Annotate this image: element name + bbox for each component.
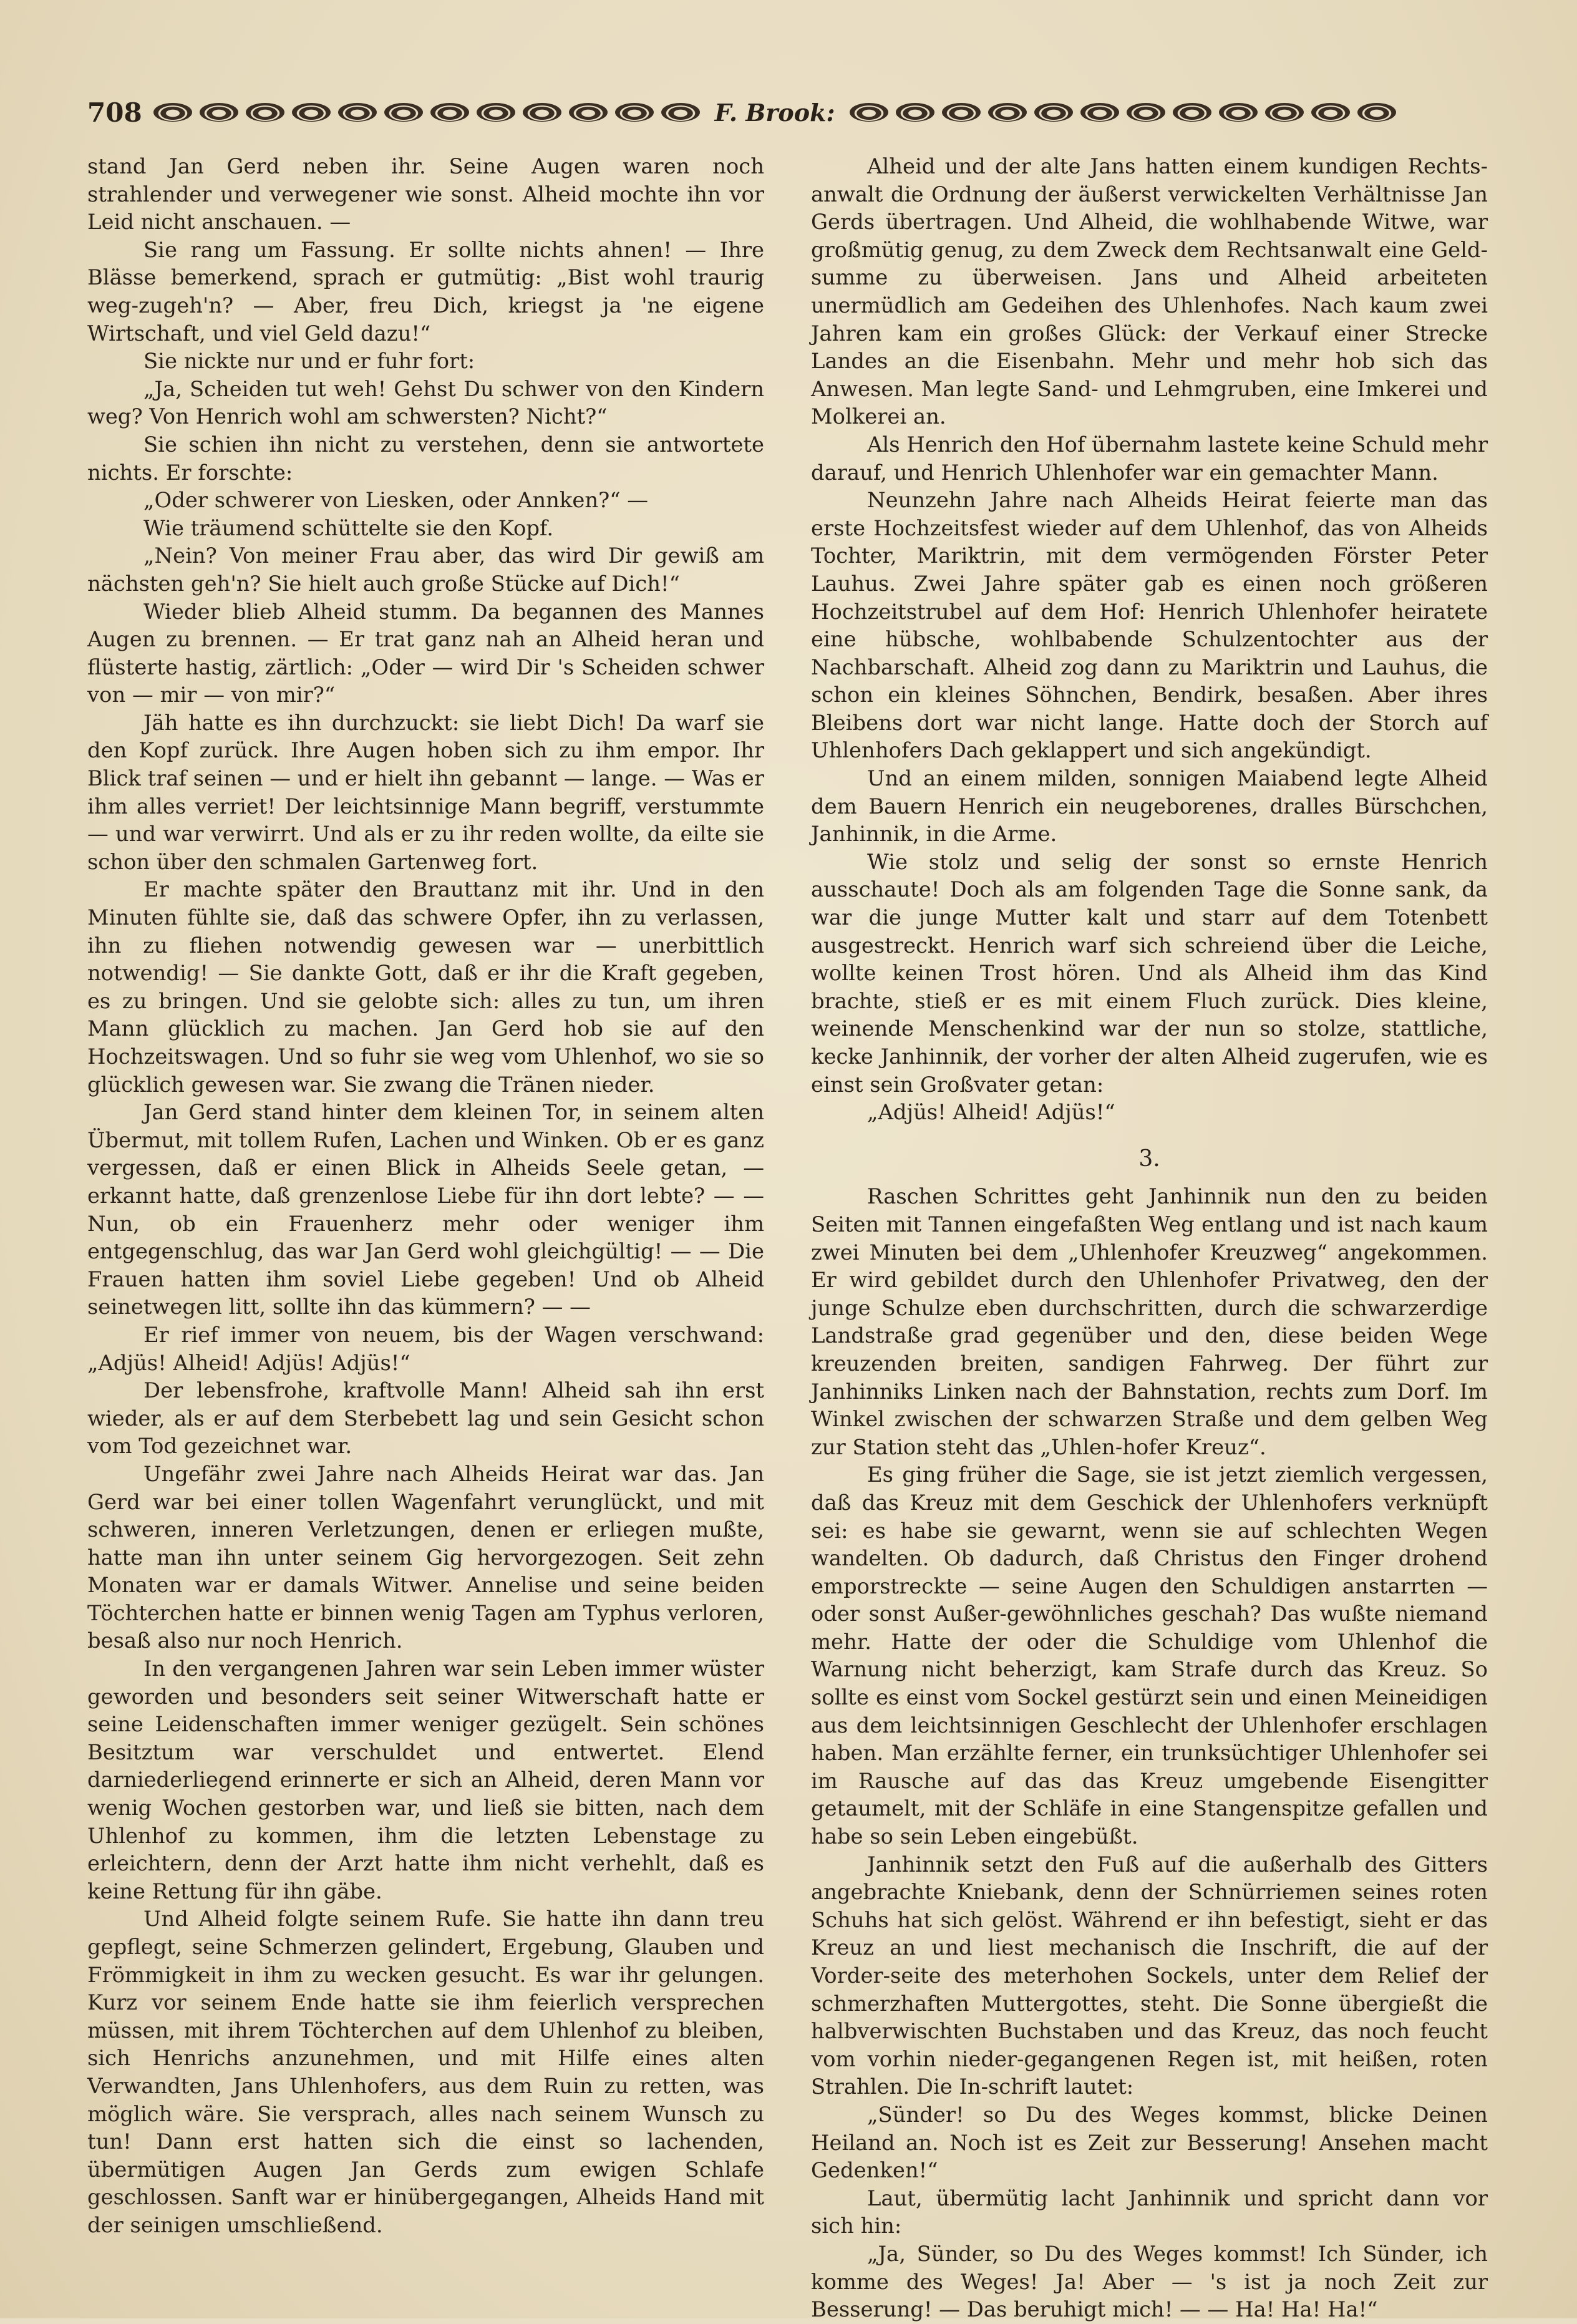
paragraph: Neunzehn Jahre nach Alheids Heirat feierte man das erste Hochzeitsfest wieder auf dem Uhlenhof, das von Alheids Tochter, Mariktrin, mit dem vermögenden Förster Peter Lauhus. Zwei Jahre später gab es einen noch größeren Hochzeitstrubel auf dem Hof: Henrich Uhlenhofer heiratete eine hübsche, wohlbabende Schulzentochter aus der Nachbarschaft. Alheid zog dann zu Mariktrin und Lauhus, die schon ein kleines Söhnchen, Bendirk, besaßen. Aber ihres Bleibens dort war nicht lange. Hatte doch der Storch auf Uhlenhofers Dach geklappert und sich angekündigt. xyxy=(811,488,1488,763)
page-number: 708 xyxy=(87,97,142,128)
scroll-ornament-icon xyxy=(896,103,934,122)
paragraph: Sie nickte nur und er fuhr fort: xyxy=(143,349,475,374)
scroll-ornament-icon xyxy=(988,103,1027,122)
header-ornaments-left xyxy=(153,103,700,122)
scroll-ornament-icon xyxy=(1127,103,1165,122)
scroll-ornament-icon xyxy=(477,103,515,122)
section-number: 3. xyxy=(1138,1145,1160,1172)
paragraph: „Nein? Von meiner Frau aber, das wird Dir gewiß am nächsten geh'n? Sie hielt auch große Stücke auf Dich!“ xyxy=(87,543,764,596)
scroll-ornament-icon xyxy=(200,103,238,122)
paragraph: Und Alheid folgte seinem Rufe. Sie hatte ihn dann treu gepflegt, seine Schmerzen gelindert, Ergebung, Glauben und Frömmigkeit in ihm zu wecken gesucht. Es war ihr gelungen. Kurz vor seinem Ende hatte sie ihm feierlich versprechen müssen, mit ihrem Töchterchen auf dem Uhlenhof zu bleiben, sich Henrichs anzunehmen, und mit Hilfe eines alten Verwandten, Jans Uhlenhofers, aus dem Ruin zu retten, was möglich wäre. Sie versprach, alles nach seinem Wunsch zu tun! Dann erst hatten sich die einst so lachenden, übermütigen Augen Jan Gerds zum ewigen Schlafe geschlossen. Sanft war er hinübergegangen, Alheids Hand mit der seinigen umschließend. xyxy=(87,1907,764,2237)
scroll-ornament-icon xyxy=(942,103,981,122)
scroll-ornament-icon xyxy=(246,103,284,122)
paragraph: „Ja, Sünder, so Du des Weges kommst! Ich Sünder, ich komme des Weges! Ja! Aber — 's ist ja noch Zeit zur Besserung! — Das beruhigt mich! — — Ha! Ha! Ha!“ xyxy=(811,2241,1488,2322)
paragraph: Wie stolz und selig der sonst so ernste Henrich ausschaute! Doch als am folgenden Tage die Sonne sank, da war die junge Mutter kalt und starr auf dem Totenbett ausgestreckt. Henrich warf sich schreiend über die Leiche, wollte keinen Trost hören. Und als Alheid ihm das Kind brachte, stieß er es mit einem Fluch zurück. Dies kleine, weinende Menschenkind war der nun so stolze, stattliche, kecke Janhinnik, der vorher der alten Alheid zugerufen, wie es einst sein Großvater getan: xyxy=(811,849,1488,1097)
scroll-ornament-icon xyxy=(1265,103,1304,122)
scroll-ornament-icon xyxy=(1173,103,1211,122)
scroll-ornament-icon xyxy=(384,103,423,122)
paragraph: Wie träumend schüttelte sie den Kopf. xyxy=(143,515,554,540)
paragraph: Raschen Schrittes geht Janhinnik nun den zu beiden Seiten mit Tannen eingefaßten Weg entlang und ist nach kaum zwei Minuten bei dem „Uhlenhofer Kreuzweg“ angekommen. Er wird gebildet durch den Uhlenhofer Privatweg, den der junge Schulze eben durchschritten, durch die schwarzerdige Landstraße grad gegenüber und den, diese beiden Wege kreuzenden breiten, sandigen Fahrweg. Der führt zur Janhinniks Linken nach der Bahnstation, rechts zum Dorf. Im Winkel zwischen der schwarzen Straße und dem gelben Weg zur Station steht das „Uhlen-hofer Kreuz“. xyxy=(811,1184,1488,1459)
right-column xyxy=(811,153,1488,2324)
scroll-ornament-icon xyxy=(430,103,469,122)
scroll-ornament-icon xyxy=(615,103,654,122)
paragraph: „Adjüs! Alheid! Adjüs!“ xyxy=(867,1100,1115,1125)
paragraph: „Oder schwerer von Liesken, oder Annken?“ — xyxy=(143,488,649,513)
author-name: F. Brook: xyxy=(714,98,835,127)
scroll-ornament-icon xyxy=(1080,103,1119,122)
scroll-ornament-icon xyxy=(1219,103,1258,122)
paragraph: Es ging früher die Sage, sie ist jetzt ziemlich vergessen, daß das Kreuz mit dem Geschick der Uhlenhofers verknüpft sei: es habe sie gewarnt, wenn sie auf schlechten Wegen wandelten. Ob dadurch, daß Christus den Finger drohend emporstreckte — seine Augen den Schuldigen anstarrten — oder sonst Außer-gewöhnliches geschah? Das wußte niemand mehr. Hatte der oder die Schuldige vom Uhlenhof die Warnung nicht beherzigt, kam Strafe durch das Kreuz. So sollte es einst vom Sockel gestürzt sein und einen Meineidigen aus dem leichtsinnigen Geschlecht der Uhlenhofer erschlagen haben. Man erzählte ferner, ein trunksüchtiger Uhlenhofer sei im Rausche auf das das Kreuz umgebende Eisengitter getaumelt, mit der Schläfe in eine Stangenspitze gefallen und habe so sein Leben eingebüßt. xyxy=(811,1462,1488,1849)
paragraph: Sie rang um Fassung. Er sollte nichts ahnen! — Ihre Blässe bemerkend, sprach er gutmütig: „Bist wohl traurig weg-zugeh'n? — Aber, freu Dich, kriegst ja 'ne eigene Wirtschaft, und viel Geld dazu!“ xyxy=(87,237,764,346)
paragraph: Und an einem milden, sonnigen Maiabend legte Alheid dem Bauern Henrich ein neugeborenes, dralles Bürschchen, Janhinnik, in die Arme. xyxy=(811,766,1488,847)
page-header xyxy=(87,94,1485,131)
scroll-ornament-icon xyxy=(1034,103,1073,122)
header-ornaments-right xyxy=(850,103,1396,122)
paragraph: Als Henrich den Hof übernahm lastete keine Schuld mehr darauf, und Henrich Uhlenhofer war ein gemachter Mann. xyxy=(811,432,1488,485)
paragraph: stand Jan Gerd neben ihr. Seine Augen waren noch strahlender und verwegener wie sonst. Alheid mochte ihn vor Leid nicht anschauen. — xyxy=(87,154,764,235)
scroll-ornament-icon xyxy=(569,103,608,122)
paragraph: Sie schien ihn nicht zu verstehen, denn sie antwortete nichts. Er forschte: xyxy=(87,432,764,485)
left-column xyxy=(87,153,764,2240)
scroll-ornament-icon xyxy=(338,103,377,122)
paragraph: Ungefähr zwei Jahre nach Alheids Heirat war das. Jan Gerd war bei einer tollen Wagenfahrt verunglückt, und mit schweren, inneren Verletzungen, denen er erliegen mußte, hatte man ihn unter seinem Gig hervorgezogen. Seit zehn Monaten war er damals Witwer. Annelise und seine beiden Töchterchen hatte er binnen wenig Tagen am Typhus verloren, besaß also nur noch Henrich. xyxy=(87,1461,764,1653)
paragraph: Laut, übermütig lacht Janhinnik und spricht dann vor sich hin: xyxy=(811,2185,1488,2239)
paragraph: Jäh hatte es ihn durchzuckt: sie liebt Dich! Da warf sie den Kopf zurück. Ihre Augen hoben sich zu ihm empor. Ihr Blick traf seinen — und er hielt ihn gebannt — lange. — Was er ihm alles verriet! Der leichtsinnige Mann begriff, verstummte — und war verwirrt. Und als er zu ihr reden wollte, da eilte sie schon über den schmalen Gartenweg fort. xyxy=(87,710,764,874)
paragraph: Der lebensfrohe, kraftvolle Mann! Alheid sah ihn erst wieder, als er auf dem Sterbebett lag und sein Gesicht schon vom Tod gezeichnet war. xyxy=(87,1378,764,1459)
scroll-ornament-icon xyxy=(523,103,561,122)
scroll-ornament-icon xyxy=(1357,103,1396,122)
paragraph: Janhinnik setzt den Fuß auf die außerhalb des Gitters angebrachte Kniebank, denn der Schnürriemen seines roten Schuhs hat sich gelöst. Während er ihn befestigt, sieht er das Kreuz an und liest mechanisch die Inschrift, die auf der Vorder-seite des meterhohen Sockels, unter dem Relief der schmerzhaften Muttergottes, steht. Die Sonne übergießt die halbverwischten Buchstaben und das Kreuz, das noch feucht vom vorhin nieder-gegangenen Regen ist, mit heißen, roten Strahlen. Die In-schrift lautet: xyxy=(811,1852,1488,2099)
paragraph: „Ja, Scheiden tut weh! Gehst Du schwer von den Kindern weg? Von Henrich wohl am schwersten? Nicht?“ xyxy=(87,376,764,429)
paragraph: In den vergangenen Jahren war sein Leben immer wüster geworden und besonders seit seiner Witwerschaft hatte er seine Leidenschaften immer weniger gezügelt. Sein schönes Besitztum war verschuldet und entwertet. Elend darniederliegend erinnerte er sich an Alheid, deren Mann vor wenig Wochen gestorben war, und ließ sie bitten, nach dem Uhlenhof zu kommen, ihm die letzten Lebenstage zu erleichtern, denn der Arzt hatte ihm nicht verhehlt, daß es keine Rettung für ihn gäbe. xyxy=(87,1656,764,1903)
scroll-ornament-icon xyxy=(1311,103,1350,122)
paragraph: Er rief immer von neuem, bis der Wagen verschwand: „Adjüs! Alheid! Adjüs! Adjüs!“ xyxy=(87,1322,764,1375)
paragraph: Jan Gerd stand hinter dem kleinen Tor, in seinem alten Übermut, mit tollem Rufen, Lachen und Winken. Ob er es ganz vergessen, daß er einen Blick in Alheids Seele getan, — erkannt hatte, daß grenzenlose Liebe für ihn dort lebte? — — Nun, ob ein Frauenherz mehr oder weniger ihm entgegenschlug, das war Jan Gerd wohl gleichgültig! — — Die Frauen hatten ihm soviel Liebe gegeben! Und ob Alheid seinetwegen litt, sollte ihn das kümmern? — — xyxy=(87,1100,764,1320)
scroll-ornament-icon xyxy=(292,103,331,122)
paragraph: Alheid und der alte Jans hatten einem kundigen Rechts-anwalt die Ordnung der äußerst verwickelten Verhältnisse Jan Gerds übertragen. Und Alheid, die wohlhabende Witwe, war großmütig genug, zu dem Zweck dem Rechtsanwalt eine Geld-summe zu überweisen. Jans und Alheid arbeiteten unermüdlich am Gedeihen des Uhlenhofes. Nach kaum zwei Jahren kam ein großes Glück: der Verkauf einer Strecke Landes an die Eisenbahn. Mehr und mehr hob sich das Anwesen. Man legte Sand- und Lehmgruben, eine Imkerei und Molkerei an. xyxy=(811,154,1488,429)
paragraph: „Sünder! so Du des Weges kommst, blicke Deinen Heiland an. Noch ist es Zeit zur Besserung! Ansehen macht Gedenken!“ xyxy=(811,2102,1488,2183)
paragraph: Er machte später den Brauttanz mit ihr. Und in den Minuten fühlte sie, daß das schwere Opfer, ihn zu verlassen, ihn zu fliehen notwendig gewesen war — unerbittlich notwendig! — Sie dankte Gott, daß er ihr die Kraft gegeben, es zu bringen. Und sie gelobte sich: alles zu tun, um ihren Mann glücklich zu machen. Jan Gerd hob sie auf den Hochzeitswagen. Und so fuhr sie weg vom Uhlenhof, wo sie so glücklich gewesen war. Sie zwang die Tränen nieder. xyxy=(87,877,764,1097)
scroll-ornament-icon xyxy=(153,103,192,122)
scroll-ornament-icon xyxy=(661,103,700,122)
paragraph: Wieder blieb Alheid stumm. Da begannen des Mannes Augen zu brennen. — Er trat ganz nah an Alheid heran und flüsterte hastig, zärtlich: „Oder — wird Dir 's Scheiden schwer von — mir — von mir?“ xyxy=(87,599,764,707)
scroll-ornament-icon xyxy=(850,103,888,122)
